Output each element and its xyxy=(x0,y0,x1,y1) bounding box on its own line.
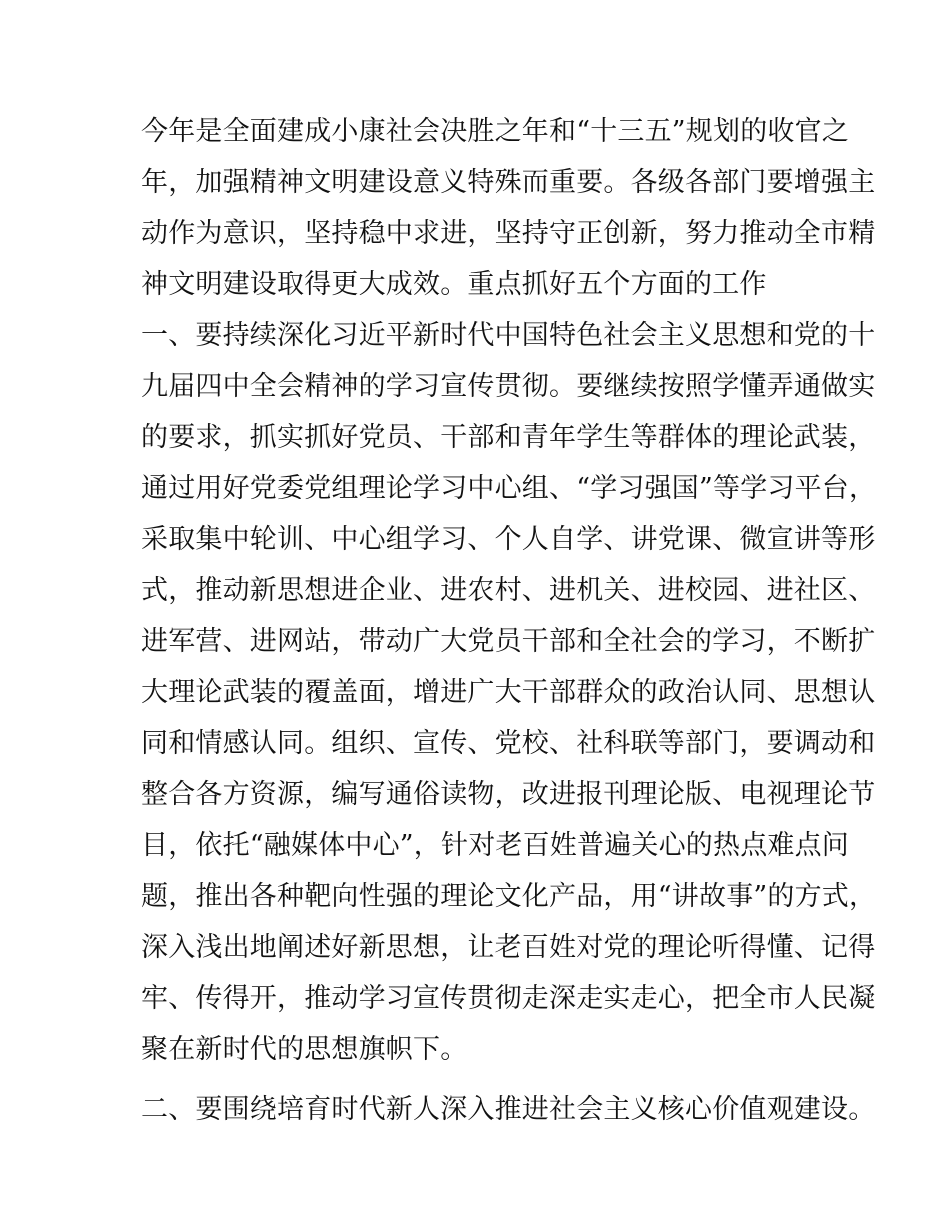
text-line: 式，推动新思想进企业、进农村、进机关、进校园、进社区、 xyxy=(141,575,876,606)
paragraph-intro xyxy=(141,106,876,310)
paragraph-section-two xyxy=(141,1084,876,1135)
text-line: 年，加强精神文明建设意义特殊而重要。各级各部门要增强主 xyxy=(141,167,876,198)
text-line: 同和情感认同。组织、宣传、党校、社科联等部门，要调动和 xyxy=(141,728,876,759)
paragraph-section-one xyxy=(141,310,877,1075)
text-line: 深入浅出地阐述好新思想，让老百姓对党的理论听得懂、记得 xyxy=(141,932,876,963)
text-line: 目，依托“融媒体中心”，针对老百姓普遍关心的热点难点问 xyxy=(141,830,850,861)
text-line: 进军营、进网站，带动广大党员干部和全社会的学习，不断扩 xyxy=(141,626,876,657)
text-line: 今年是全面建成小康社会决胜之年和“十三五”规划的收官之 xyxy=(141,116,850,147)
text-line: 神文明建设取得更大成效。重点抓好五个方面的工作 xyxy=(141,269,767,300)
text-line: 大理论武装的覆盖面，增进广大干部群众的政治认同、思想认 xyxy=(141,677,876,708)
document-body xyxy=(141,106,877,1135)
text-line: 整合各方资源，编写通俗读物，改进报刊理论版、电视理论节 xyxy=(141,779,876,810)
text-line: 聚在新时代的思想旗帜下。 xyxy=(141,1034,468,1065)
text-line: 题，推出各种靶向性强的理论文化产品，用“讲故事”的方式， xyxy=(141,881,877,912)
text-line: 的要求，抓实抓好党员、干部和青年学生等群体的理论武装， xyxy=(141,422,876,453)
paragraph-spacer xyxy=(141,1075,821,1084)
text-line: 一、要持续深化习近平新时代中国特色社会主义思想和党的十 xyxy=(141,320,876,351)
text-line: 牢、传得开，推动学习宣传贯彻走深走实走心，把全市人民凝 xyxy=(141,983,876,1014)
text-line: 九届四中全会精神的学习宣传贯彻。要继续按照学懂弄通做实 xyxy=(141,371,876,402)
text-line: 通过用好党委党组理论学习中心组、“学习强国”等学习平台， xyxy=(141,473,877,504)
text-line: 二、要围绕培育时代新人深入推进社会主义核心价值观建设。 xyxy=(141,1094,876,1125)
text-line: 采取集中轮训、中心组学习、个人自学、讲党课、微宣讲等形 xyxy=(141,524,876,555)
text-line: 动作为意识，坚持稳中求进，坚持守正创新，努力推动全市精 xyxy=(141,218,876,249)
